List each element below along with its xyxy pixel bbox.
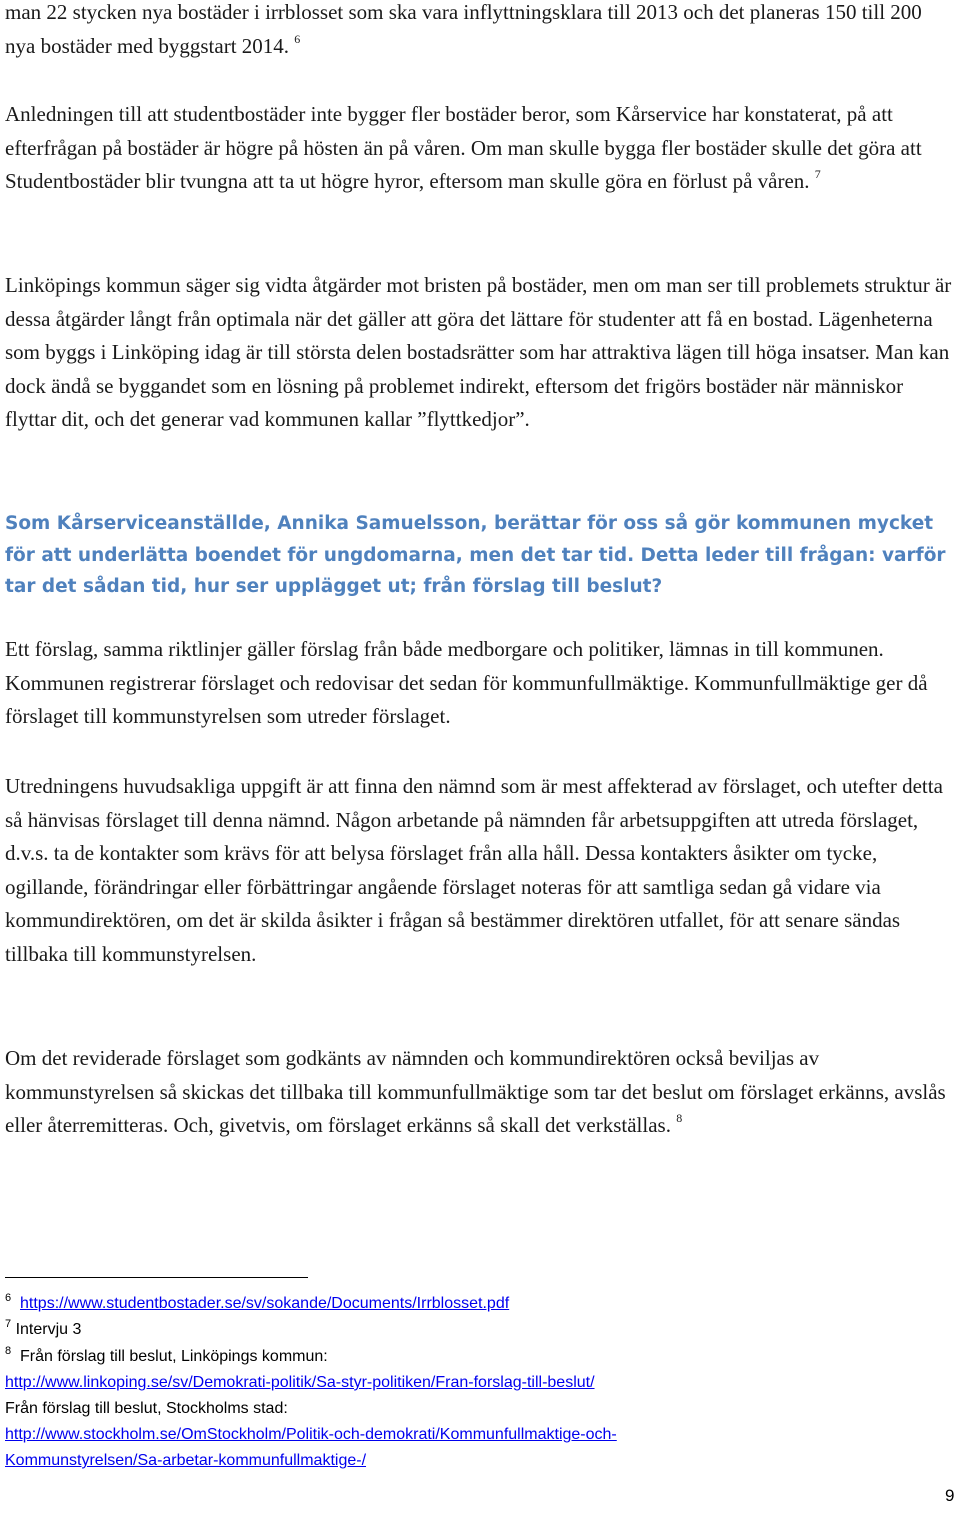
footnote-link-studentbostader[interactable]: https://www.studentbostader.se/sv/sokande/Documents/Irrblosset.pdf bbox=[20, 1295, 510, 1312]
footnote-text: Från förslag till beslut, Linköpings kommun: bbox=[20, 1348, 328, 1365]
paragraph-text: man 22 stycken nya bostäder i irrblosset som ska vara inflyttningsklara till 2013 och det planeras 150 till 200 nya bostäder med byggstart 2014. bbox=[5, 0, 922, 58]
page-number: 9 bbox=[945, 1486, 955, 1505]
paragraph-linkopings-kommun bbox=[5, 269, 955, 437]
footnote-6 bbox=[5, 1291, 955, 1318]
footnote-8-link-stockholm-line1 bbox=[5, 1422, 955, 1448]
paragraph-text: Om det reviderade förslaget som godkänts av nämnden och kommundirektören också beviljas av kommunstyrelsen så skickas det tillbaka till kommunfullmäktige som tar det beslut om förslaget erkänns, avslås eller återremitteras. Och, givetvis, om förslaget erkänns så skall det verkställas. bbox=[5, 1046, 946, 1137]
question-text: Som Kårserviceanställde, Annika Samuelsson, berättar för oss så gör kommunen mycket för att underlätta boendet för ungdomarna, men det tar tid. Detta leder till frågan: varför tar det sådan tid, hur ser upplägget ut; från förslag till beslut? bbox=[5, 513, 946, 597]
footnote-8 bbox=[5, 1344, 955, 1371]
footnote-8-link-linkoping-line bbox=[5, 1370, 955, 1396]
footnote-text: Intervju 3 bbox=[15, 1321, 82, 1338]
footnote-text: Från förslag till beslut, Stockholms stad: bbox=[5, 1400, 288, 1417]
footnote-separator bbox=[5, 1277, 308, 1278]
footnote-ref-8[interactable]: 8 bbox=[676, 1111, 683, 1125]
footnote-8-stockholm-line bbox=[5, 1396, 955, 1422]
footnote-number: 7 bbox=[5, 1318, 12, 1330]
footnote-ref-7[interactable]: 7 bbox=[814, 167, 821, 181]
paragraph-irrblosset bbox=[5, 0, 955, 63]
paragraph-text: Ett förslag, samma riktlinjer gäller förslag från både medborgare och politiker, lämnas in till kommunen. Kommunen registrerar förslaget och redovisar det sedan för kommunfullmäktige. Kommunfullmäktige ger då förslaget till kommunstyrelsen som utreder förslaget. bbox=[5, 637, 928, 728]
paragraph-ett-forslag bbox=[5, 633, 955, 734]
footnote-8-link-stockholm-line2 bbox=[5, 1448, 955, 1474]
paragraph-text: Anledningen till att studentbostäder inte bygger fler bostäder beror, som Kårservice har konstaterat, på att efterfrågan på bostäder är högre på hösten än på våren. Om man skulle bygga fler bostäder skulle det göra att Studentbostäder blir tvungna att ta ut högre hyror, eftersom man skulle göra en förlust på våren. bbox=[5, 102, 922, 193]
footnote-link-linkoping[interactable]: http://www.linkoping.se/sv/Demokrati-politik/Sa-styr-politiken/Fran-forslag-till-beslut/ bbox=[5, 1374, 595, 1391]
footnote-number: 8 bbox=[5, 1345, 12, 1357]
footnote-7 bbox=[5, 1317, 955, 1344]
footnote-number: 6 bbox=[5, 1292, 12, 1304]
paragraph-text: Utredningens huvudsakliga uppgift är att finna den nämnd som är mest affekterad av förslaget, och utefter detta så hänvisas förslaget till denna nämnd. Någon arbetande på nämnden får arbetsuppgiften att utreda förslaget, d.v.s. ta de kontakter som krävs för att belysa förslaget från alla håll. Dessa kontakters åsikter om tycke, ogillande, förändringar eller förbättringar angående förslaget noteras för att samtliga sedan gå vidare via kommundirektören, om det är skilda åsikter i frågan så bestämmer direktören utfallet, för att senare sändas tillbaka till kommunstyrelsen. bbox=[5, 774, 943, 966]
paragraph-anledningen bbox=[5, 98, 955, 199]
paragraph-reviderade bbox=[5, 1042, 955, 1143]
footnote-link-stockholm[interactable]: http://www.stockholm.se/OmStockholm/Politik-och-demokrati/Kommunfullmaktige-och- bbox=[5, 1426, 617, 1443]
interview-question bbox=[5, 508, 955, 603]
paragraph-text: Linköpings kommun säger sig vidta åtgärder mot bristen på bostäder, men om man ser till problemets struktur är dessa åtgärder långt från optimala när det gäller att göra det lättare för studenter att få en bostad. Lägenheterna som byggs i Linköping idag är till största delen bostadsrätter som har attraktiva lägen till höga insatser. Man kan dock ändå se byggandet som en lösning på problemet indirekt, eftersom det frigörs bostäder när människor flyttar dit, och det generar vad kommunen kallar ”flyttkedjor”. bbox=[5, 273, 952, 431]
footnote-ref-6[interactable]: 6 bbox=[294, 31, 301, 46]
footnote-link-stockholm-continued[interactable]: Kommunstyrelsen/Sa-arbetar-kommunfullmaktige-/ bbox=[5, 1452, 367, 1469]
paragraph-utredningens bbox=[5, 770, 955, 971]
